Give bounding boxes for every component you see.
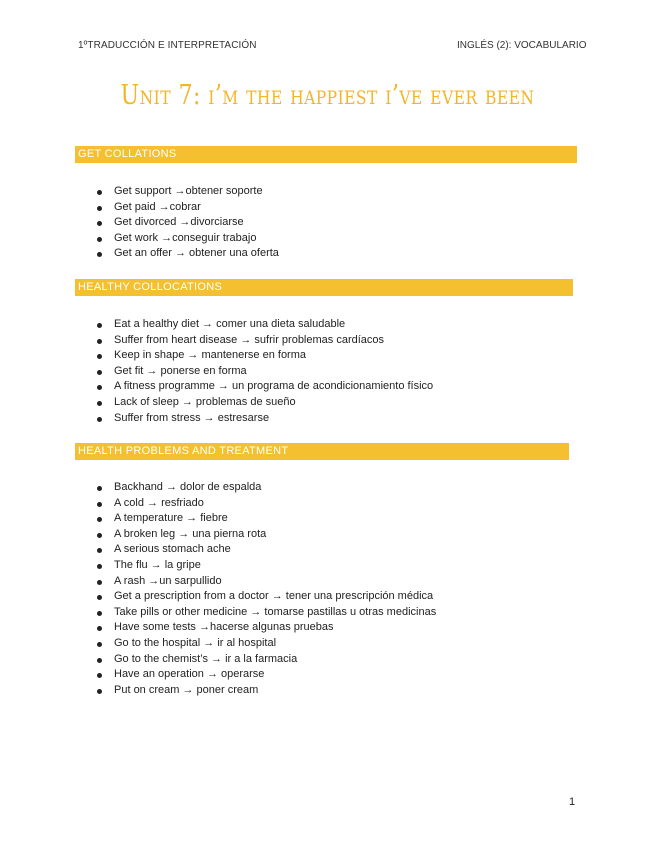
list-item: Get paid →cobrar [97,200,279,216]
list-item: A rash →un sarpullido [97,574,436,590]
bullet-icon [97,385,102,390]
page-number: 1 [569,796,576,808]
list-healthy-collocations [97,317,433,426]
list-item: A serious stomach ache [97,542,436,558]
list-item: Have some tests →hacerse algunas pruebas [97,620,436,636]
header-right: INGLÉS (2): VOCABULARIO [457,40,587,51]
bullet-icon [97,323,102,328]
list-item: Get support →obtener soporte [97,184,279,200]
bullet-icon [97,401,102,406]
list-item: Get work →conseguir trabajo [97,231,279,247]
bullet-icon [97,417,102,422]
list-item: The flu → la gripe [97,558,436,574]
bullet-icon [97,237,102,242]
bullet-icon [97,252,102,257]
bullet-icon [97,642,102,647]
list-item: A fitness programme → un programa de acondicionamiento físico [97,379,433,395]
bullet-icon [97,673,102,678]
bullet-icon [97,502,102,507]
bullet-icon [97,689,102,694]
list-item: Get a prescription from a doctor → tener una prescripción médica [97,589,436,605]
list-health-problems [97,480,436,698]
bullet-icon [97,370,102,375]
bullet-icon [97,486,102,491]
section-heading-healthy-collocations: HEALTHY COLLOCATIONS [75,279,573,296]
bullet-icon [97,354,102,359]
list-item: Go to the chemist’s → ir a la farmacia [97,652,436,668]
list-item: Get fit → ponerse en forma [97,364,433,380]
bullet-icon [97,206,102,211]
list-item: Suffer from heart disease → sufrir problemas cardíacos [97,333,433,349]
bullet-icon [97,580,102,585]
list-item: Suffer from stress → estresarse [97,411,433,427]
list-item: Get an offer → obtener una oferta [97,246,279,262]
bullet-icon [97,658,102,663]
list-item: Eat a healthy diet → comer una dieta saludable [97,317,433,333]
list-item: Backhand → dolor de espalda [97,480,436,496]
list-item: A broken leg → una pierna rota [97,527,436,543]
bullet-icon [97,190,102,195]
page-title: Unit 7: i’m the happiest i’ve ever been [120,80,535,111]
bullet-icon [97,564,102,569]
list-item: Keep in shape → mantenerse en forma [97,348,433,364]
list-item: Take pills or other medicine → tomarse pastillas u otras medicinas [97,605,436,621]
list-item: Put on cream → poner cream [97,683,436,699]
list-item: A cold → resfriado [97,496,436,512]
list-item: Go to the hospital → ir al hospital [97,636,436,652]
bullet-icon [97,626,102,631]
list-item: Have an operation → operarse [97,667,436,683]
header-left: 1ºTRADUCCIÓN E INTERPRETACIÓN [78,40,257,51]
section-heading-health-problems: HEALTH PROBLEMS AND TREATMENT [75,443,569,460]
list-item: A temperature → fiebre [97,511,436,527]
bullet-icon [97,517,102,522]
list-item: Get divorced →divorciarse [97,215,279,231]
bullet-icon [97,611,102,616]
bullet-icon [97,548,102,553]
section-heading-get-collations: GET COLLATIONS [75,146,577,163]
bullet-icon [97,221,102,226]
list-item: Lack of sleep → problemas de sueño [97,395,433,411]
bullet-icon [97,533,102,538]
bullet-icon [97,595,102,600]
list-get-collations [97,184,279,262]
bullet-icon [97,339,102,344]
